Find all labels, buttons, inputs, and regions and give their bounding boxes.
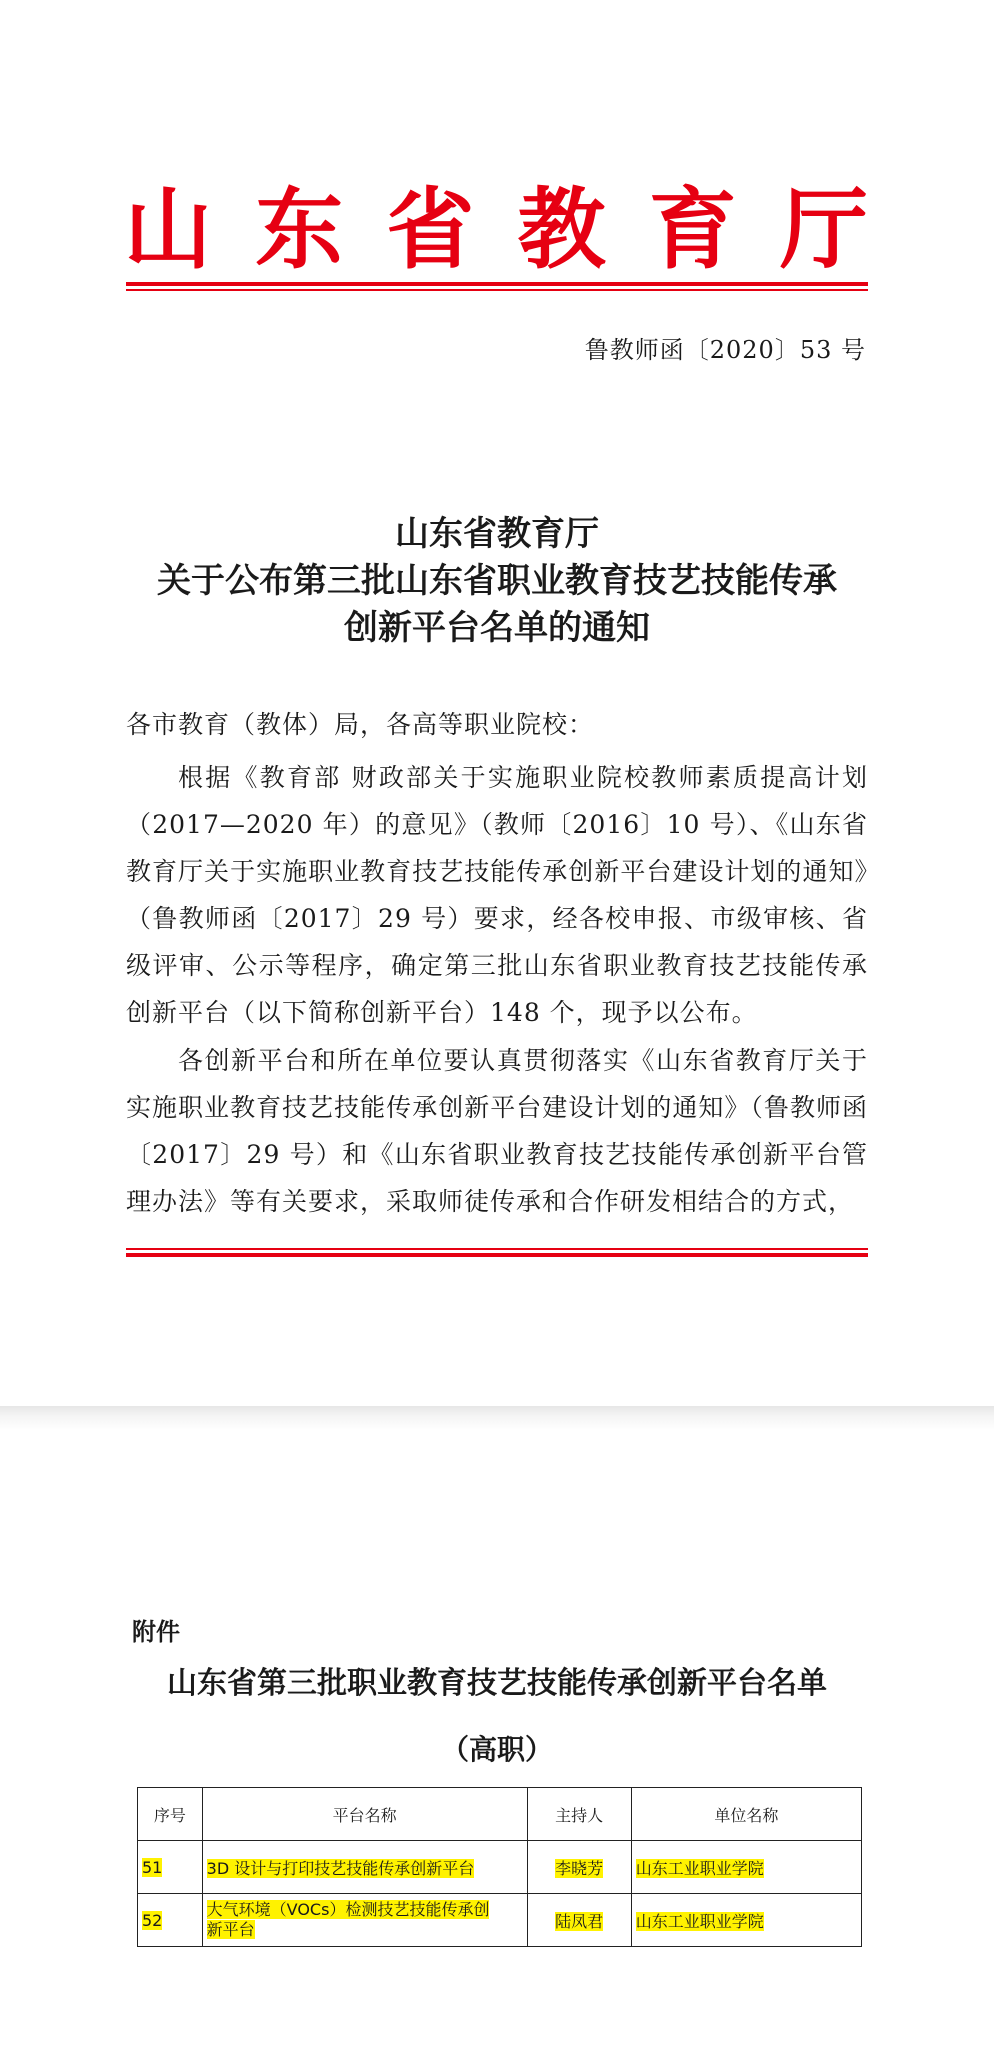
body-paragraph-1: 根据《教育部 财政部关于实施职业院校教师素质提高计划（2017—2020 年）的意见》（教师〔2016〕10 号）、《山东省教育厅关于实施职业教育技艺技能传承创新平台建设计划的通知》（鲁教师函〔2017〕29 号）要求，经各校申报、市级审核、省级评审、公示等程序，确定第三批山东省职业教育技艺技能传承创新平台（以下简称创新平台）148 个，现予以公布。: [126, 763, 868, 1027]
row-no-cell: [138, 1841, 203, 1894]
table-header-row: [138, 1788, 862, 1841]
row-unit: 山东工业职业学院: [635, 1911, 764, 1931]
platform-table: [137, 1787, 862, 1947]
salutation: 各市教育（教体）局，各高等职业院校：: [126, 710, 595, 739]
row-platform-name: 3D 设计与打印技艺技能传承创新平台: [206, 1858, 475, 1878]
attachment-label: 附件: [132, 1618, 180, 1646]
page-separator: [0, 1406, 994, 1430]
row-unit: 山东工业职业学院: [635, 1858, 764, 1878]
row-host-cell: [527, 1894, 631, 1947]
notice-title-line-3: 创新平台名单的通知: [344, 608, 650, 648]
row-unit-cell: [631, 1894, 861, 1947]
column-header-host: 主持人: [527, 1788, 631, 1841]
column-header-unit: 单位名称: [631, 1788, 861, 1841]
document-number: 鲁教师函〔2020〕53 号: [584, 336, 866, 364]
row-platform-name-line-1: 大气环境（VOCs）检测技艺技能传承创: [206, 1900, 490, 1919]
letterhead-title: 山 东 省 教 育 厅: [124, 178, 868, 281]
row-name-cell: [202, 1841, 527, 1894]
row-no: 51: [142, 1857, 163, 1877]
body-paragraph-2: 各创新平台和所在单位要认真贯彻落实《山东省教育厅关于实施职业教育技艺技能传承创新平台建设计划的通知》（鲁教师函〔2017〕29 号）和《山东省职业教育技艺技能传承创新平台管理办法》等有关要求，采取师徒传承和合作研发相结合的方式，: [126, 1046, 868, 1216]
row-name-cell: [202, 1894, 527, 1947]
table-row: [138, 1894, 862, 1947]
row-no-cell: [138, 1894, 203, 1947]
letterhead-rule-thin: [126, 289, 868, 291]
column-header-no: 序号: [138, 1788, 203, 1841]
letterhead-rule-top: [126, 282, 868, 286]
notice-title-line-1: 山东省教育厅: [395, 514, 599, 554]
row-unit-cell: [631, 1841, 861, 1894]
table-row: [138, 1841, 862, 1894]
row-host-cell: [527, 1841, 631, 1894]
row-no: 52: [142, 1910, 163, 1930]
footer-rule-thin: [126, 1248, 868, 1250]
row-platform-name-line-2: 新平台: [206, 1920, 255, 1939]
row-host: 李晓芳: [555, 1858, 604, 1878]
list-title: 山东省第三批职业教育技艺技能传承创新平台名单: [167, 1666, 827, 1701]
row-host: 陆凤君: [555, 1911, 604, 1931]
list-subtitle: （高职）: [440, 1733, 553, 1766]
notice-title-line-2: 关于公布第三批山东省职业教育技艺技能传承: [157, 561, 837, 601]
column-header-name: 平台名称: [202, 1788, 527, 1841]
footer-rule-thick: [126, 1253, 868, 1257]
